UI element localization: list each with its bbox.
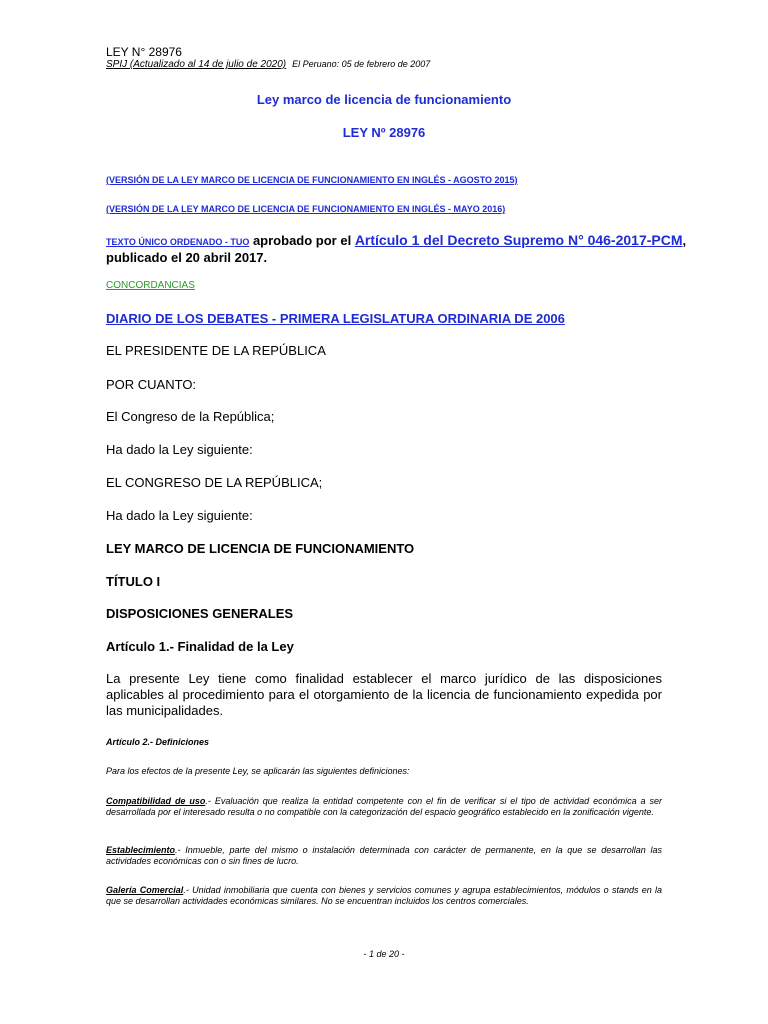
definition-text: .- Evaluación que realiza la entidad competente con el fin de verificar si el tipo de actividad económica a ser desarrollada por el interesado resulta o no compatible con la categorización del espacio geográfico establecido en la zonificación vigente. bbox=[106, 796, 662, 817]
definition-term: Galería Comercial bbox=[106, 885, 184, 895]
ha-dado-line-1: Ha dado la Ley siguiente: bbox=[106, 442, 253, 457]
tuo-comma: , bbox=[682, 233, 687, 248]
titulo-heading: TÍTULO I bbox=[106, 574, 161, 589]
header-peruano: El Peruano: 05 de febrero de 2007 bbox=[292, 59, 431, 69]
concordancias-link[interactable]: CONCORDANCIAS bbox=[106, 280, 195, 291]
congreso-line: El Congreso de la República; bbox=[106, 409, 275, 424]
definition-item bbox=[106, 845, 662, 867]
header-spij: SPIJ (Actualizado al 14 de julio de 2020) bbox=[106, 59, 287, 70]
congreso-caps-line: EL CONGRESO DE LA REPÚBLICA; bbox=[106, 475, 323, 490]
article-1-heading: Artículo 1.- Finalidad de la Ley bbox=[106, 639, 294, 654]
decreto-supremo-link[interactable] bbox=[355, 232, 683, 248]
law-number: LEY Nº 28976 bbox=[342, 125, 426, 140]
definition-item bbox=[106, 796, 662, 818]
english-version-2016-link[interactable]: (VERSIÓN DE LA LEY MARCO DE LICENCIA DE FUNCIONAMIENTO EN INGLÉS - MAYO 2016) bbox=[106, 204, 506, 214]
article-2-heading-label: Artículo 2.- Definiciones bbox=[106, 737, 210, 747]
article-2-heading bbox=[106, 737, 209, 747]
tuo-paragraph bbox=[106, 232, 686, 266]
por-cuanto-line: POR CUANTO: bbox=[106, 377, 197, 392]
tuo-link[interactable]: TEXTO ÚNICO ORDENADO - TUO bbox=[106, 237, 250, 247]
article-1-text: La presente Ley tiene como finalidad establecer el marco jurídico de las disposiciones aplicables al procedimiento para el otorgamiento de la licencia de funcionamiento expedida por las municipalidades. bbox=[106, 671, 662, 718]
tuo-text-approved: aprobado por el bbox=[249, 233, 355, 248]
definition-text: .- Inmueble, parte del mismo o instalación determinada con carácter de permanente, en la que se desarrollan las actividades económicas con o sin fines de lucro. bbox=[106, 845, 662, 866]
english-version-2015-link[interactable]: (VERSIÓN DE LA LEY MARCO DE LICENCIA DE FUNCIONAMIENTO EN INGLÉS - AGOSTO 2015) bbox=[106, 175, 518, 185]
definition-term: Establecimiento bbox=[106, 845, 176, 855]
definition-text: .- Unidad inmobiliaria que cuenta con bienes y servicios comunes y agrupa establecimientos, módulos o stands en la que se desarrollan actividades económicas similares. No se encuentran incluidos los centros comerciales. bbox=[106, 885, 662, 906]
disposiciones-heading: DISPOSICIONES GENERALES bbox=[106, 606, 294, 621]
document-title: Ley marco de licencia de funcionamiento bbox=[256, 92, 512, 107]
diario-debates-link[interactable]: DIARIO DE LOS DEBATES - PRIMERA LEGISLATURA ORDINARIA DE 2006 bbox=[106, 311, 565, 326]
definition-item bbox=[106, 885, 662, 907]
header-law-ref: LEY N° 28976 bbox=[106, 45, 182, 59]
page-number-footer: - 1 de 20 - bbox=[363, 949, 405, 959]
article-2-intro: Para los efectos de la presente Ley, se aplicarán las siguientes definiciones: bbox=[106, 766, 410, 776]
decreto-supremo-label: Artículo 1 del Decreto Supremo N° 046-2017-PCM bbox=[354, 232, 683, 248]
ley-marco-heading: LEY MARCO DE LICENCIA DE FUNCIONAMIENTO bbox=[106, 541, 415, 556]
tuo-published-date: publicado el 20 abril 2017. bbox=[106, 250, 268, 265]
ha-dado-line-2: Ha dado la Ley siguiente: bbox=[106, 508, 253, 523]
definition-term: Compatibilidad de uso bbox=[106, 796, 206, 806]
header-source bbox=[106, 59, 430, 70]
presidente-line: EL PRESIDENTE DE LA REPÚBLICA bbox=[106, 343, 326, 358]
